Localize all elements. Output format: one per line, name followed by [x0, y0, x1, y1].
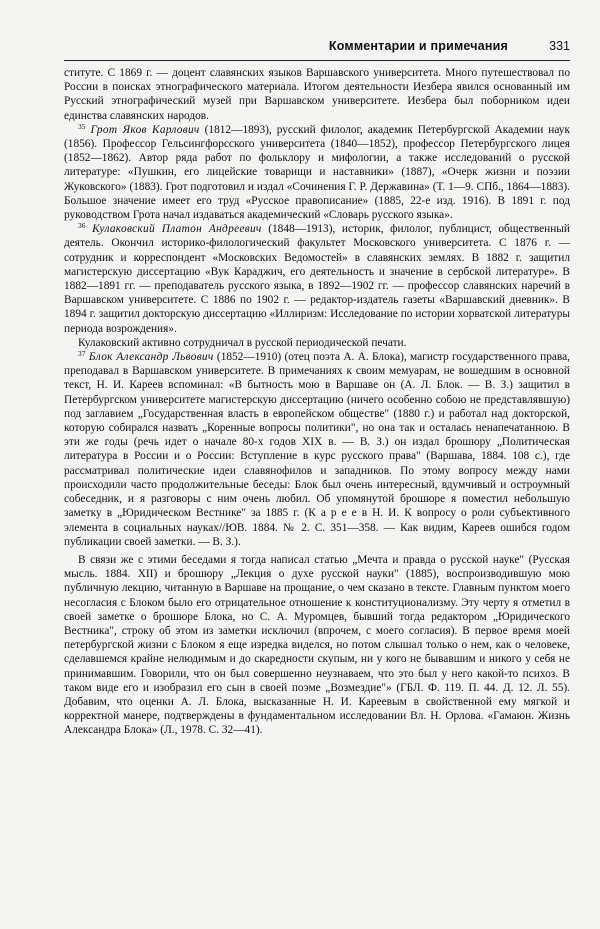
paragraph-text: (1812—1893), русский филолог, академик Петербургской Академии наук (1856). Профессор Гельсингфорсского университета (1840—1852), профессор Петербургского лицея (1852—1862). Автор ряда работ по фольклору и мифологии, а также исследований о русской литературе: «Пушкин, его лицейские товарищи и наставники» (1887), «Очерк жизни и поэзии Жуковского» (1883). Грот подготовил и издал «Сочинения Г. Р. Державина» (Т. 1—9. СПб., 1864—1883). Большое значение имеет его труд «Русское правописание» (1885, 22-е изд. 1916). В 1891 г. под руководством Грота начал издаваться академический «Словарь русского языка».	[64, 123, 570, 222]
paragraph	[64, 336, 570, 350]
paragraph-continuation	[64, 66, 570, 123]
page-number: 331	[549, 39, 570, 53]
page-body	[64, 66, 570, 738]
person-name: Грот Яков Карлович	[90, 123, 200, 136]
person-name: Кулаковский Платон Андреевич	[92, 223, 262, 236]
person-name: Блок Александр Львович	[88, 351, 214, 364]
paragraph-text: (1848—1913), историк, филолог, публицист, общественный деятель. Окончил историко-филологический факультет Московского университета. С 1876 г. — сотрудник и корреспондент «Московских Ведомостей» в славянских землях. В 1882 г. защитил магистерскую диссертацию «Вук Караджич, его деятельность и значение в сербской литературе». В 1882—1891 гг. — преподаватель русского языка, в 1892—1902 гг. — профессор славянских наречий в Варшавском университете. С 1886 по 1902 г. — редактор-издатель газеты «Варшавский дневник». В 1894 г. защитил докторскую диссертацию «Иллиризм: Исследование по истории хорватской литературы периода возрождения».	[64, 223, 570, 335]
footnote-number: 36	[78, 221, 86, 231]
footnote-35	[64, 123, 570, 222]
page-header	[64, 36, 570, 61]
running-head: Комментарии и примечания	[328, 39, 508, 53]
paragraph-text: ститутe. С 1869 г. — доцент славянских языков Варшавского университета. Много путешествовал по России в поисках этнографического материала. Итогом деятельности Иезбера явился основанный им Русский этнографический музей при Варшавском университете. Иезбера был поборником идеи единства славянских народов.	[64, 67, 570, 122]
paragraph-text: В связи же с этими беседами я тогда написал статью „Мечта и правда о русской науке" (Русская мысль. 1884. XII) и брошюру „Лекция о духе русской науки" (1885), воспроизводившую мою публичную лекцию, читанную в Варшаве на прощание, о чем сказано в тексте. Главным пунктом моего несогласия с Блоком было его отрицательное отношение к конституционализму. Эту черту я отметил в своей заметке о брошюре Блока, но С. А. Муромцев, бывший тогда редактором „Юридического Вестника", строку об этом из заметки исключил (впрочем, с моего согласия). В первое время моей петербургской жизни с Блоком я еще изредка виделся, но потом слышал только о нем, как о человеке, сделавшемся крайне нелюдимым и до скаредности скупым, ни у кого не бывавшим и никого у себя не принимавшим. Говорили, что он был совершенно неузнаваем, что это был у него какой-то психоз. В таком виде его и изобразил его сын в своей поэме „Возмездие"» (ГБЛ. Ф. 119. П. 44. Д. 12. Л. 55). Добавим, что оценки А. Л. Блока, высказанные Н. И. Кареевым в свойственной ему мягкой и корректной манере, подтверждены в фундаментальном исследовании Вл. Н. Орлова. «Гамаюн. Жизнь Александра Блока» (Л., 1978. С. 32—41).	[64, 553, 570, 737]
footnote-number: 35	[78, 121, 86, 131]
footnote-37	[64, 350, 570, 549]
paragraph	[64, 553, 570, 738]
paragraph-text: Кулаковский активно сотрудничал в русской периодической печати.	[78, 336, 407, 349]
paragraph-text: (1852—1910) (отец поэта А. А. Блока), магистр государственного права, преподавал в Варшавском университете. В примечаниях к своим мемуарам, не вошедшим в основной текст, Н. И. Кареев вспоминал: «В бытность мою в Варшаве он (А. Л. Блок. — В. З.) защитил в Петербургском университете магистерскую диссертацию (ничего особенно собою не представлявшую) под заглавием „Государственная власть в европейском обществе" (1880 г.) и работал над докторской, которую собирался назвать „Коренные вопросы политики", но она так и осталась ненапечатанною. В эти же годы (речь идет о начале 80-х годов XIX в. — В. З.) он издал брошюру „Политическая литература в России и о России: Вступление в курс русского права" (Варшава, 1884. 108 с.), где рассматривал политические идеи славянофилов и западников. По этому вопросу между нами происходили часто продолжительные беседы: Блок был очень интересный, вдумчивый и остроумный собеседник, и я разговоры с ним очень любил. Об упомянутой брошюре я поместил небольшую заметку в „Юридическом Вестнике" за 1885 г. (К а р е е в Н. И. К вопросу о роли субъективного элемента в социальных науках//ЮВ. 1884. № 2. С. 351—358. — Как видим, Кареев ошибся годом публикации своей заметки. — В. З.).	[64, 351, 570, 548]
footnote-number: 37	[78, 349, 86, 359]
footnote-36	[64, 222, 570, 336]
